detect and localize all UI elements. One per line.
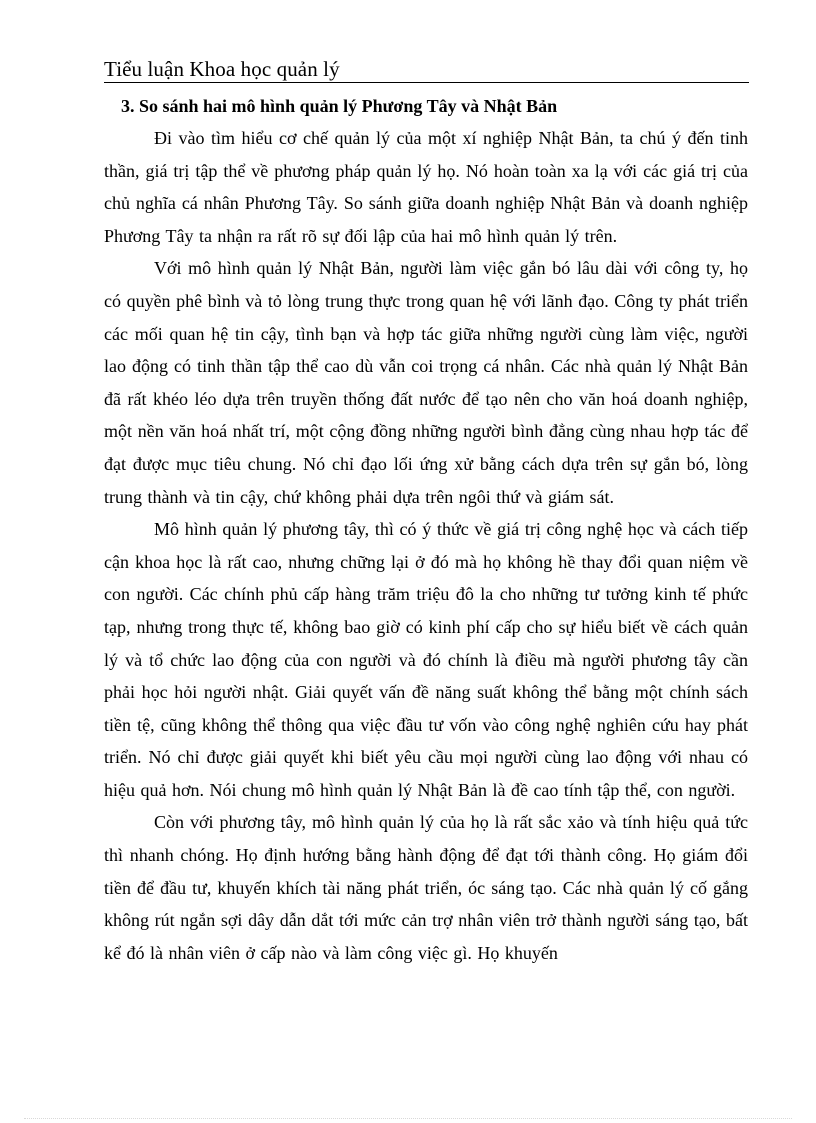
page-header-title: Tiểu luận Khoa học quản lý <box>104 57 340 81</box>
paragraph-3: Mô hình quản lý phương tây, thì có ý thức về giá trị công nghệ học và cách tiếp cận khoa học là rất cao, nhưng chững lại ở đó mà họ không hề thay đổi quan niệm về con người. Các chính phủ cấp hàng trăm triệu đô la cho những tư tưởng kinh tế phức tạp, nhưng trong thực tế, không bao giờ có kinh phí cấp cho sự hiểu biết về cách quản lý và tổ chức lao động của con người và đó chính là điều mà người phương tây cần phải học hỏi người nhật. Giải quyết vấn đề năng suất không thể bằng một chính sách tiền tệ, cũng không thể thông qua việc đầu tư vốn vào công nghệ nghiên cứu hay phát triển. Nó chỉ được giải quyết khi biết yêu cầu mọi người cùng lao động với nhau có hiệu quả hơn. Nói chung mô hình quản lý Nhật Bản là đề cao tính tập thể, con người. <box>104 519 748 800</box>
paragraph-4: Còn với phương tây, mô hình quản lý của họ là rất sắc xảo và tính hiệu quả tức thì nhanh chóng. Họ định hướng bằng hành động để đạt tới thành công. Họ giám đổi tiền để đầu tư, khuyến khích tài năng phát triển, óc sáng tạo. Các nhà quản lý cố gắng không rút ngắn sợi dây dẫn dắt tới mức cản trợ nhân viên trở thành người sáng tạo, bất kể đó là nhân viên ở cấp nào và làm công việc gì. Họ khuyến <box>104 812 748 963</box>
section-heading: 3. So sánh hai mô hình quản lý Phương Tây và Nhật Bản <box>121 96 558 116</box>
paragraph-2: Với mô hình quản lý Nhật Bản, người làm việc gắn bó lâu dài với công ty, họ có quyền phê bình và tỏ lòng trung thực trong quan hệ với lãnh đạo. Công ty phát triển các mối quan hệ tin cậy, tình bạn và hợp tác giữa những người cùng làm việc, người lao động có tinh thần tập thể cao dù vẫn coi trọng cá nhân. Các nhà quản lý Nhật Bản đã rất khéo léo dựa trên truyền thống đất nước để tạo nên cho văn hoá doanh nghiệp, một nền văn hoá nhất trí, một cộng đồng những người bình đẳng cùng nhau hợp tác để đạt được mục tiêu chung. Nó chỉ đạo lối ứng xử bằng cách dựa trên sự gắn bó, lòng trung thành và tin cậy, chứ không phải dựa trên ngôi thứ và giám sát. <box>104 258 748 507</box>
header-divider <box>104 82 749 83</box>
section-body <box>104 94 748 969</box>
paragraph-1: Đi vào tìm hiểu cơ chế quản lý của một xí nghiệp Nhật Bản, ta chú ý đến tinh thần, giá trị tập thể về phương pháp quản lý họ. Nó hoàn toàn xa lạ với các giá trị của chủ nghĩa cá nhân Phương Tây. So sánh giữa doanh nghiệp Nhật Bản và doanh nghiệp Phương Tây ta nhận ra rất rõ sự đối lập của hai mô hình quản lý trên. <box>104 128 748 246</box>
page-bottom-divider <box>24 1118 792 1119</box>
